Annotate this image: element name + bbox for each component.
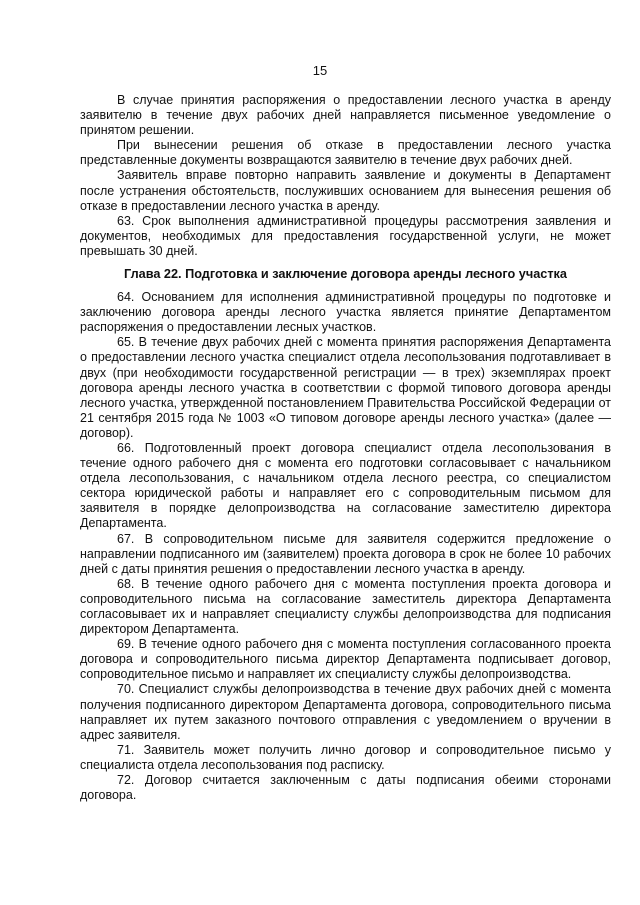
paragraph: 72. Договор считается заключенным с даты подписания обеими сторонами договора. bbox=[80, 773, 611, 803]
paragraph: 71. Заявитель может получить лично договор и сопроводительное письмо у специалиста отдела лесопользования под расписку. bbox=[80, 742, 611, 772]
paragraph: 70. Специалист службы делопроизводства в течение двух рабочих дней с момента получения подписанного директором Департамента договора, сопроводительного письма направляет их путем заказного почтового отправления с уведомлением о вручении в адрес заявителя. bbox=[80, 682, 611, 742]
page-number: 15 bbox=[312, 63, 328, 78]
document-body bbox=[80, 93, 611, 803]
paragraph: 67. В сопроводительном письме для заявителя содержится предложение о направлении подписанного им (заявителем) проекта договора в срок не более 10 рабочих дней с даты принятия решения о предоставлении лесного участка в аренду. bbox=[80, 531, 611, 576]
paragraph: 64. Основанием для исполнения административной процедуры по подготовке и заключению договора аренды лесного участка является принятие Департаментом распоряжения о предоставлении лесных участков. bbox=[80, 290, 611, 335]
paragraph: 69. В течение одного рабочего дня с момента поступления согласованного проекта договора и сопроводительного письма директор Департамента подписывает договор, сопроводительное письмо и направляет их специалисту службы делопроизводства. bbox=[80, 637, 611, 682]
paragraph: При вынесении решения об отказе в предоставлении лесного участка представленные документы возвращаются заявителю в течение двух рабочих дней. bbox=[80, 138, 611, 168]
paragraph: В случае принятия распоряжения о предоставлении лесного участка в аренду заявителю в течение двух рабочих дней направляется письменное уведомление о принятом решении. bbox=[80, 93, 611, 138]
paragraph: Заявитель вправе повторно направить заявление и документы в Департамент после устранения обстоятельств, послуживших основанием для вынесения решения об отказе в предоставлении лесного участка в аренду. bbox=[80, 168, 611, 213]
paragraph: 66. Подготовленный проект договора специалист отдела лесопользования в течение одного рабочего дня с момента его подготовки согласовывает с начальником отдела лесопользования, с начальником отдела лесного реестра, со специалистом сектора юридической работы и направляет его с сопроводительным письмом для заявителя в порядке делопроизводства на согласование заместителю директора Департамента. bbox=[80, 440, 611, 531]
paragraph: 63. Срок выполнения административной процедуры рассмотрения заявления и документов, необходимых для предоставления государственной услуги, не может превышать 30 дней. bbox=[80, 213, 611, 258]
paragraph: 65. В течение двух рабочих дней с момента принятия распоряжения Департамента о предоставлении лесного участка специалист отдела лесопользования подготавливает в двух (при необходимости государственной регистрации — в трех) экземплярах проект договора аренды лесного участка в соответствии с формой типового договора аренды лесного участка, утвержденной постановлением Правительства Российской Федерации от 21 сентября 2015 года № 1003 «О типовом договоре аренды лесного участка» (далее — договор). bbox=[80, 335, 611, 440]
spacer bbox=[80, 259, 611, 267]
paragraph: 68. В течение одного рабочего дня с момента поступления проекта договора и сопроводительного письма на согласование заместитель директора Департамента согласовывает их и направляет специалисту службы делопроизводства для подписания директором Департамента. bbox=[80, 576, 611, 637]
chapter-heading: Глава 22. Подготовка и заключение договора аренды лесного участка bbox=[124, 267, 567, 282]
spacer bbox=[80, 282, 611, 290]
